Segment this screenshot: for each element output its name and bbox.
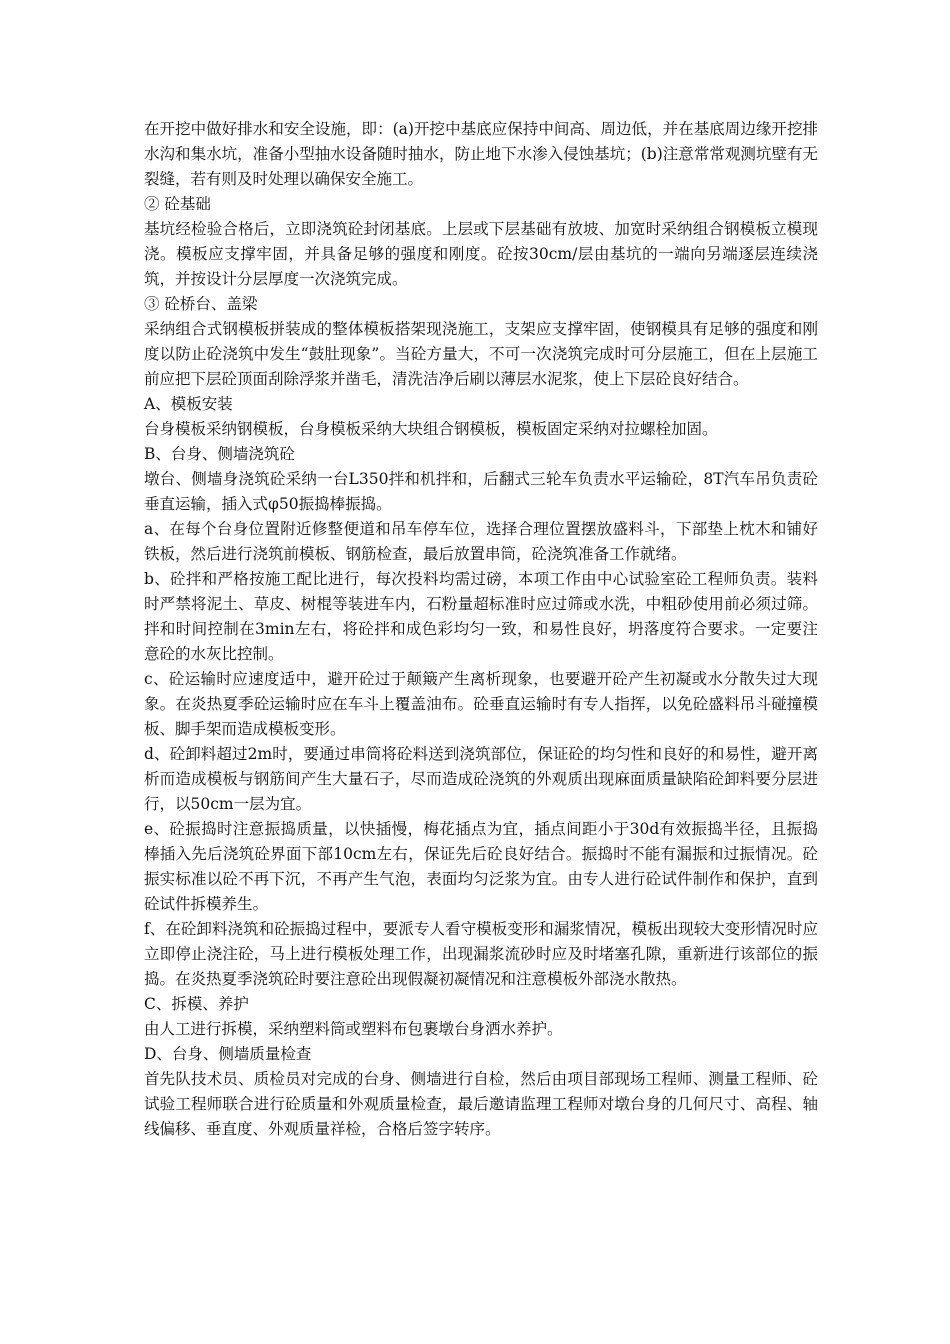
paragraph-abutment: 采纳组合式钢模板拼装成的整体模板搭架现浇施工，支架应支撑牢固，使钢模具有足够的强度和刚度以防止砼浇筑中发生“鼓肚现象”。当砼方量大，不可一次浇筑完成时可分层施工，但在上层施工前应把下层砼顶面刮除浮浆并凿毛，清洗洁净后刷以薄层水泥浆，使上下层砼良好结合。 <box>144 320 818 388</box>
paragraph-item-d: d、砼卸料超过2m时，要通过串筒将砼料送到浇筑部位，保证砼的均匀性和良好的和易性，避开离析而造成模板与钢筋间产生大量石子，尽而造成砼浇筑的外观质出现麻面质量缺陷砼卸料要分层进行，以50cm一层为宜。 <box>144 745 818 813</box>
heading-abutment-capbeam: ③ 砼桥台、盖梁 <box>144 295 258 313</box>
paragraph-formwork: 台身模板采纳钢模板，台身模板采纳大块组合钢模板，模板固定采纳对拉螺栓加固。 <box>144 420 718 438</box>
paragraph-item-a: a、在每个台身位置附近修整便道和吊车停车位，选择合理位置摆放盛料斗，下部垫上枕木和铺好铁板，然后进行浇筑前模板、钢筋检查，最后放置串筒，砼浇筑准备工作就绪。 <box>144 520 818 563</box>
heading-pouring: B、台身、侧墙浇筑砼 <box>144 445 295 463</box>
paragraph-item-e: e、砼振捣时注意振捣质量，以快插慢，梅花插点为宜，插点间距小于30d有效振捣半径，且振捣棒插入先后浇筑砼界面下部10cm左右，保证先后砼良好结合。振捣时不能有漏振和过振情况。砼振实标准以砼不再下沉，不再产生气泡，表面均匀泛浆为宜。由专人进行砼试件制作和保护，直到砼试件拆模养生。 <box>144 820 818 913</box>
paragraph-quality-check: 首先队技术员、质检员对完成的台身、侧墙进行自检，然后由项目部现场工程师、测量工程师、砼试验工程师联合进行砼质量和外观质量检查，最后邀请监理工程师对墩台身的几何尺寸、高程、轴线偏移、垂直度、外观质量祥检，合格后签字转序。 <box>144 1070 818 1138</box>
heading-quality-check: D、台身、侧墙质量检查 <box>144 1045 312 1063</box>
paragraph-curing: 由人工进行拆模，采纳塑料筒或塑料布包裹墩台身洒水养护。 <box>144 1020 563 1038</box>
heading-formwork-install: A、模板安装 <box>144 395 233 413</box>
paragraph-pouring-equipment: 墩台、侧墙身浇筑砼采纳一台L350拌和机拌和，后翻式三轮车负责水平运输砼，8T汽车吊负责砼垂直运输，插入式φ50振捣棒振捣。 <box>144 470 818 513</box>
paragraph-drainage: 在开挖中做好排水和安全设施，即：(a)开挖中基底应保持中间高、周边低，并在基底周边缘开挖排水沟和集水坑，准备小型抽水设备随时抽水，防止地下水渗入侵蚀基坑；(b)注意常常观测坑壁有无裂缝，若有则及时处理以确保安全施工。 <box>144 120 818 188</box>
paragraph-item-b: b、砼拌和严格按施工配比进行，每次投料均需过磅，本项工作由中心试验室砼工程师负责。装料时严禁将泥土、草皮、树棍等装进车内，石粉量超标准时应过筛或水洗，中粗砂使用前必须过筛。拌和时间控制在3min左右，将砼拌和成色彩均匀一致，和易性良好，坍落度符合要求。一定要注意砼的水灰比控制。 <box>144 570 818 663</box>
paragraph-foundation: 基坑经检验合格后，立即浇筑砼封闭基底。上层或下层基础有放坡、加宽时采纳组合钢模板立模现浇。模板应支撑牢固，并具备足够的强度和刚度。砼按30cm/层由基坑的一端向另端逐层连续浇筑，并按设计分层厚度一次浇筑完成。 <box>144 220 818 288</box>
paragraph-item-f: f、在砼卸料浇筑和砼振捣过程中，要派专人看守模板变形和漏浆情况，模板出现较大变形情况时应立即停止浇注砼，马上进行模板处理工作，出现漏浆流砂时应及时堵塞孔隙，重新进行该部位的振捣。在炎热夏季浇筑砼时要注意砼出现假凝初凝情况和注意模板外部浇水散热。 <box>144 920 818 988</box>
document-page <box>144 117 818 1142</box>
heading-concrete-foundation: ② 砼基础 <box>144 195 211 213</box>
heading-demold-curing: C、拆模、养护 <box>144 995 249 1013</box>
paragraph-item-c: c、砼运输时应速度适中，避开砼过于颠簸产生离析现象，也要避开砼产生初凝或水分散失过大现象。在炎热夏季砼运输时应在车斗上覆盖油布。砼垂直运输时有专人指挥，以免砼盛料吊斗碰撞模板、脚手架而造成模板变形。 <box>144 670 818 738</box>
